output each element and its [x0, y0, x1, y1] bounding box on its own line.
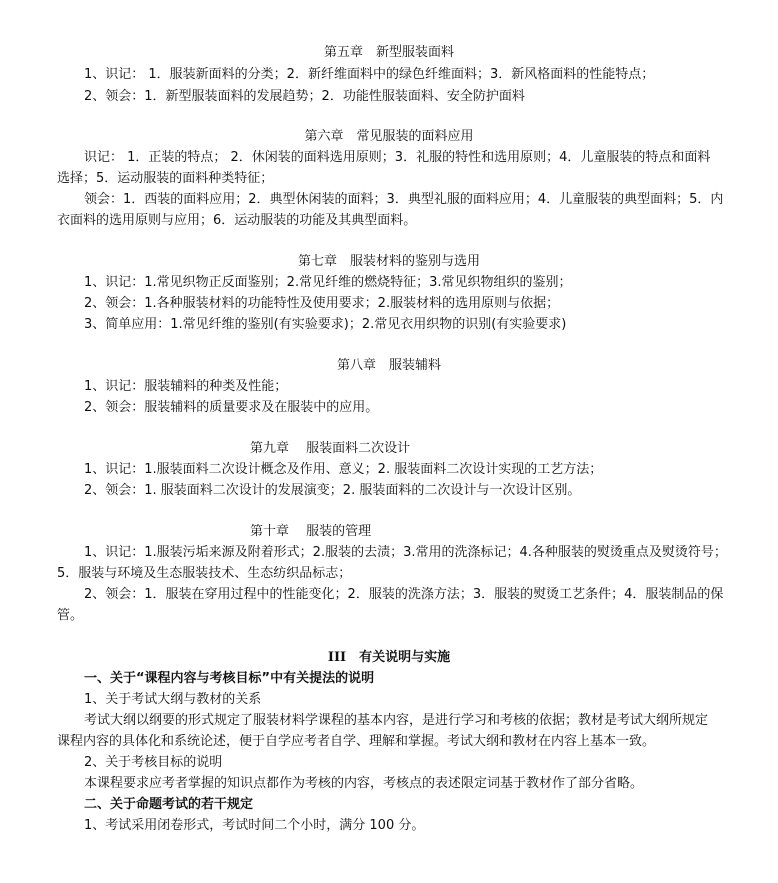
chapter-6-title: 第六章 常见服装的面料应用: [304, 129, 474, 144]
section-1-2-heading: 2、关于考核目标的说明: [84, 755, 223, 770]
paragraph-1-line1: 考试大纲以纲要的形式规定了服装材料学课程的基本内容，是进行学习和考核的依据；教材是考试大纲所规定: [84, 713, 709, 728]
chapter-8-understand: 2、领会：服装辅料的质量要求及在服装中的应用。: [84, 400, 379, 415]
chapter-7-apply: 3、简单应用：1.常见纤维的鉴别(有实验要求)；2.常见衣用织物的识别(有实验要求): [84, 317, 567, 332]
chapter-7-title: 第七章 服装材料的鉴别与选用: [297, 254, 480, 269]
paragraph-2: 本课程要求应考者掌握的知识点都作为考核的内容，考核点的表述限定词基于教材作了部分省略。: [84, 776, 644, 791]
chapter-10-understand-line1: 2、领会：1．服装在穿用过程中的性能变化；2．服装的洗涤方法；3．服装的熨烫工艺条件；4．服装制品的保: [84, 587, 724, 602]
section-2-heading: 二、关于命题考试的若干规定: [84, 797, 254, 812]
chapter-9-understand: 2、领会：1. 服装面料二次设计的发展演变；2. 服装面料的二次设计与一次设计区别。: [84, 483, 581, 498]
chapter-9-recall: 1、识记：1.服装面料二次设计概念及作用、意义；2. 服装面料二次设计实现的工艺方法；: [84, 462, 603, 477]
chapter-8-recall: 1、识记：服装辅料的种类及性能；: [84, 379, 288, 394]
chapter-6-recall-line1: 识记： 1．正装的特点； 2．休闲装的面料选用原则；3．礼服的特性和选用原则；4．儿童服装的特点和面料: [84, 150, 711, 165]
paragraph-3: 1、考试采用闭卷形式，考试时间二个小时，满分 100 分。: [84, 818, 425, 833]
chapter-9-title: 第九章 服装面料二次设计: [250, 441, 411, 456]
chapter-5-title: 第五章 新型服装面料: [323, 45, 454, 60]
chapter-6-recall-line2: 选择；5．运动服装的面料种类特征；: [57, 171, 274, 186]
chapter-8-title: 第八章 服装辅料: [336, 358, 441, 373]
chapter-10-recall-line2: 5．服装与环境及生态服装技术、生态纺织品标志；: [57, 566, 352, 581]
chapter-10-title: 第十章 服装的管理: [250, 524, 372, 539]
chapter-5-recall: 1、识记： 1．服装新面料的分类；2．新纤维面料中的绿色纤维面料；3．新风格面料的性能特点；: [84, 67, 655, 82]
chapter-7-understand: 2、领会：1.各种服装材料的功能特性及使用要求；2.服装材料的选用原则与依据；: [84, 296, 560, 311]
paragraph-1-line2: 课程内容的具体化和系统论述，便于自学应考者自学、理解和掌握。考试大纲和教材在内容上基本一致。: [57, 734, 656, 749]
chapter-5-understand: 2、领会：1．新型服装面料的发展趋势；2．功能性服装面料、安全防护面料: [84, 89, 525, 104]
section-1-1-heading: 1、关于考试大纲与教材的关系: [84, 692, 262, 707]
part-3-title: III 有关说明与实施: [327, 650, 451, 665]
chapter-7-recall: 1、识记：1.常见织物正反面鉴别；2.常见纤维的燃烧特征；3.常见织物组织的鉴别；: [84, 275, 572, 290]
chapter-10-understand-line2: 管。: [57, 608, 84, 623]
chapter-10-recall-line1: 1、识记：1.服装污垢来源及附着形式；2.服装的去渍；3.常用的洗涤标记；4.各种服装的熨烫重点及熨烫符号；: [84, 545, 727, 560]
chapter-6-understand-line1: 领会：1．西装的面料应用；2．典型休闲装的面料；3．典型礼服的面料应用；4．儿童服装的典型面料；5．内: [84, 192, 724, 207]
chapter-6-understand-line2: 衣面料的选用原则与应用；6．运动服装的功能及其典型面料。: [57, 213, 417, 228]
section-1-heading: 一、关于“课程内容与考核目标”中有关提法的说明: [84, 671, 375, 686]
